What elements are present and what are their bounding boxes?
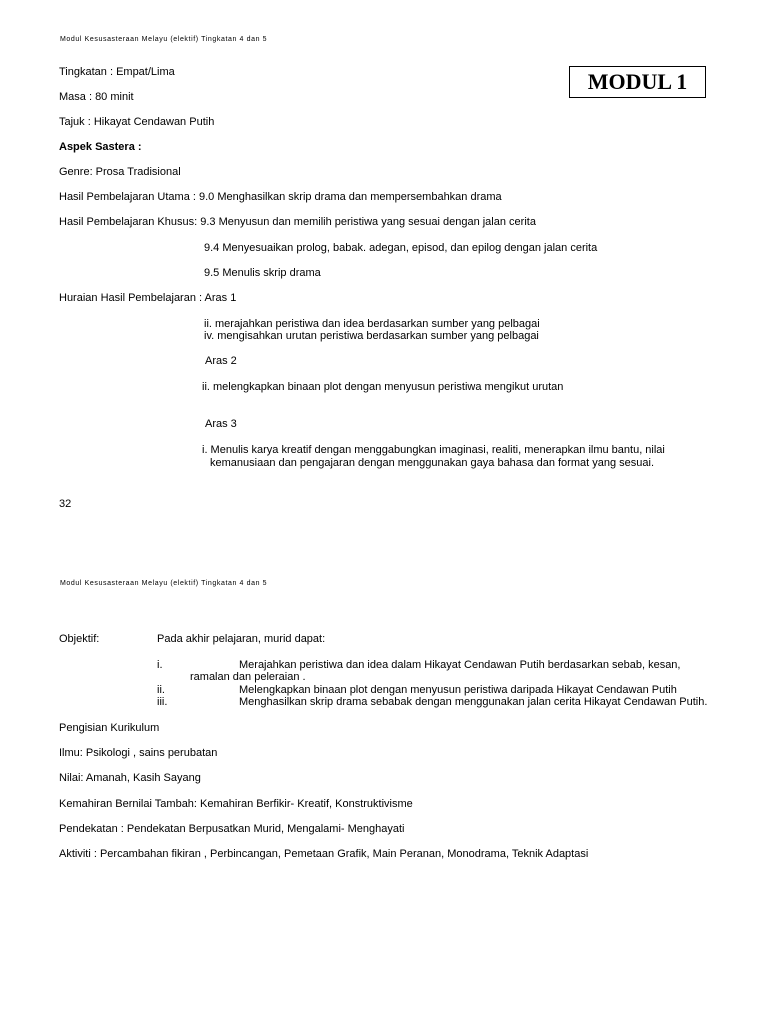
objective-text-continued: ramalan dan peleraian . [190, 671, 306, 683]
objective-number: i. [157, 659, 163, 671]
aras3-item-i-line1: i. Menulis karya kreatif dengan menggabungkan imaginasi, realiti, menerapkan ilmu bantu, nilai [202, 444, 665, 456]
objective-text: Melengkapkan binaan plot dengan menyusun peristiwa daripada Hikayat Cendawan Putih [239, 684, 677, 696]
aras3-item-i-line2: kemanusiaan dan pengajaran dengan menggunakan gaya bahasa dan format yang sesuai. [210, 457, 654, 469]
knowledge-line: Ilmu: Psikologi , sains perubatan [59, 747, 218, 759]
duration-line: Masa : 80 minit [59, 91, 134, 103]
objective-label: Objektif: [59, 633, 100, 645]
aras2-item-ii: ii. melengkapkan binaan plot dengan menyusun peristiwa mengikut urutan [202, 381, 564, 393]
page-number: 32 [59, 498, 72, 510]
level-line: Tingkatan : Empat/Lima [59, 66, 175, 78]
aspect-heading: Aspek Sastera : [59, 141, 142, 153]
objective-intro: Pada akhir pelajaran, murid dapat: [157, 633, 326, 645]
specific-outcome-line: Hasil Pembelajaran Khusus: 9.3 Menyusun dan memilih peristiwa yang sesuai dengan jalan cerita [59, 216, 536, 228]
activities-line: Aktiviti : Percambahan fikiran , Perbincangan, Pemetaan Grafik, Main Peranan, Monodrama, Teknik Adaptasi [59, 848, 589, 860]
aras1-item-ii: ii. merajahkan peristiwa dan idea berdasarkan sumber yang pelbagai [204, 318, 540, 330]
description-line: Huraian Hasil Pembelajaran : Aras 1 [59, 292, 237, 304]
objective-number: iii. [157, 696, 168, 708]
page-header: Modul Kesusasteraan Melayu (elektif) Tingkatan 4 dan 5 [60, 36, 268, 43]
specific-outcome-9-4: 9.4 Menyesuaikan prolog, babak. adegan, episod, dan epilog dengan jalan cerita [204, 242, 598, 254]
approach-line: Pendekatan : Pendekatan Berpusatkan Murid, Mengalami- Menghayati [59, 823, 405, 835]
curriculum-heading: Pengisian Kurikulum [59, 722, 160, 734]
objective-text: Menghasilkan skrip drama sebabak dengan menggunakan jalan cerita Hikayat Cendawan Putih. [239, 696, 708, 708]
added-skills-line: Kemahiran Bernilai Tambah: Kemahiran Berfikir- Kreatif, Konstruktivisme [59, 798, 413, 810]
title-line: Tajuk : Hikayat Cendawan Putih [59, 116, 215, 128]
main-outcome-line: Hasil Pembelajaran Utama : 9.0 Menghasilkan skrip drama dan mempersembahkan drama [59, 191, 502, 203]
values-line: Nilai: Amanah, Kasih Sayang [59, 772, 201, 784]
page-header: Modul Kesusasteraan Melayu (elektif) Tingkatan 4 dan 5 [60, 580, 268, 587]
aras2-label: Aras 2 [205, 355, 237, 367]
objective-number: ii. [157, 684, 165, 696]
aras3-label: Aras 3 [205, 418, 237, 430]
objective-text: Merajahkan peristiwa dan idea dalam Hikayat Cendawan Putih berdasarkan sebab, kesan, [239, 659, 681, 671]
module-title-box: MODUL 1 [569, 66, 706, 98]
specific-outcome-9-5: 9.5 Menulis skrip drama [204, 267, 321, 279]
genre-line: Genre: Prosa Tradisional [59, 166, 181, 178]
aras1-item-iv: iv. mengisahkan urutan peristiwa berdasarkan sumber yang pelbagai [204, 330, 539, 342]
